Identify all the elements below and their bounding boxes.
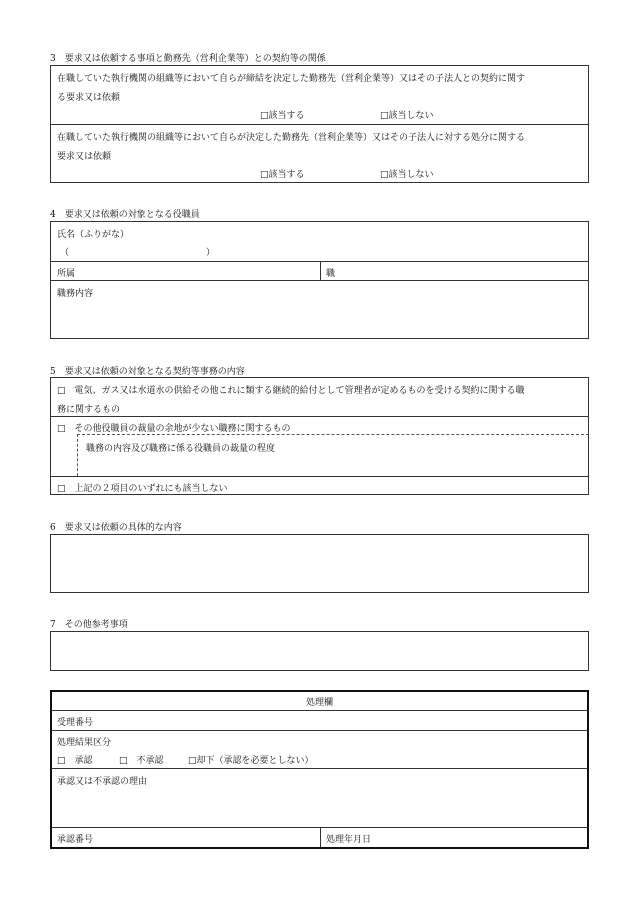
section7-heading: 7 その他参考事項 xyxy=(50,620,128,630)
section4-heading: 4 要求又は依頼の対象となる役職員 xyxy=(50,210,200,220)
section3-row2-line1: 在職していた執行機関の組織等において自らが決定した勤務先（営利企業等）又はその子法人に対する処分に関する xyxy=(57,133,526,143)
section5-item2-sub-label: 職務の内容及び職務に係る役職員の裁量の程度 xyxy=(86,444,276,454)
processing-vdivider xyxy=(320,827,321,847)
processing-divider-3 xyxy=(51,768,588,769)
section3-divider xyxy=(50,124,589,125)
section3-row1-applicable-checkbox[interactable]: □該当する xyxy=(260,111,305,121)
position-field[interactable] xyxy=(340,263,585,278)
receipt-number-label: 受理番号 xyxy=(57,718,94,728)
section5-divider-2 xyxy=(50,476,589,477)
section3-row2-line2: 要求又は依頼 xyxy=(57,152,112,162)
section4-vdivider xyxy=(320,261,321,280)
approval-number-label: 承認番号 xyxy=(57,835,94,845)
reason-label: 承認又は不承認の理由 xyxy=(57,777,148,787)
processing-divider-2 xyxy=(51,730,588,731)
dismiss-checkbox[interactable]: □却下（承認を必要としない） xyxy=(188,756,314,766)
reason-field[interactable] xyxy=(55,788,585,824)
section5-sub-vdivider xyxy=(77,434,78,476)
furigana-field[interactable] xyxy=(72,243,204,256)
name-field[interactable] xyxy=(200,224,580,240)
furigana-close: ） xyxy=(206,248,216,258)
name-label: 氏名（ふりがな） xyxy=(57,230,130,240)
duties-label: 職務内容 xyxy=(57,289,94,299)
processing-date-field[interactable] xyxy=(380,829,585,844)
section5-divider-1 xyxy=(50,416,589,417)
affiliation-field[interactable] xyxy=(80,263,315,278)
section3-row2-applicable-checkbox[interactable]: □該当する xyxy=(260,170,305,180)
section6-heading: 6 要求又は依頼の具体的な内容 xyxy=(50,523,182,533)
section4-divider-2 xyxy=(50,280,589,281)
section5-item2-sub-field[interactable] xyxy=(82,455,584,473)
section3-row2-not-applicable-checkbox[interactable]: □該当しない xyxy=(380,170,434,180)
result-label: 処理結果区分 xyxy=(57,738,112,748)
processing-divider-1 xyxy=(51,710,588,711)
approve-checkbox[interactable]: □ 承認 xyxy=(57,756,93,766)
section6-field[interactable] xyxy=(50,534,589,593)
receipt-number-field[interactable] xyxy=(100,712,580,727)
section5-heading: 5 要求又は依頼の対象となる契約等事務の内容 xyxy=(50,367,245,377)
reject-checkbox[interactable]: □ 不承認 xyxy=(119,756,164,766)
section7-field[interactable] xyxy=(50,631,589,671)
duties-field[interactable] xyxy=(55,300,585,336)
section3-row1-not-applicable-checkbox[interactable]: □該当しない xyxy=(380,111,434,121)
section5-item2-checkbox[interactable]: □ その他役職員の裁量の余地が少ない職務に関するもの xyxy=(57,424,291,434)
section5-item1-line2: 務に関するもの xyxy=(57,405,121,415)
approval-number-field[interactable] xyxy=(100,829,315,844)
position-label: 職 xyxy=(326,269,336,279)
processing-title: 処理欄 xyxy=(305,698,333,708)
affiliation-label: 所属 xyxy=(57,269,76,279)
processing-date-label: 処理年月日 xyxy=(326,835,372,845)
section3-row1-line2: る要求又は依頼 xyxy=(57,93,121,103)
section5-item3-checkbox[interactable]: □ 上記の２項目のいずれにも該当しない xyxy=(57,484,228,494)
section3-heading: 3 要求又は依頼する事項と勤務先（営利企業等）との契約等の関係 xyxy=(50,54,326,64)
section3-row1-line1: 在職していた執行機関の組織等において自らが締結を決定した勤務先（営利企業等）又はその子法人との契約に関す xyxy=(57,74,526,84)
section5-item1-checkbox[interactable]: □ 電気、ガス又は水道水の供給その他これに類する継続的給付として管理者が定めるものを受ける契約に関する職 xyxy=(57,386,525,396)
furigana-open: （ xyxy=(60,248,70,258)
section5-sub-divider xyxy=(77,434,589,435)
